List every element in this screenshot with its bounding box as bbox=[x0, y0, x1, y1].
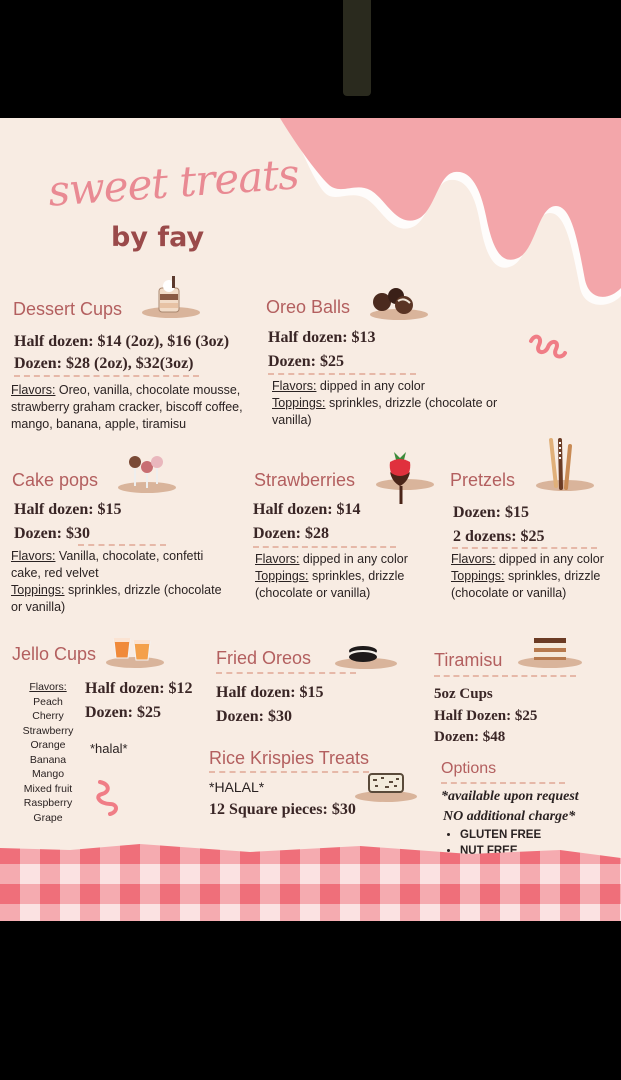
pretzels-title: Pretzels bbox=[450, 470, 516, 490]
strawberries-price-1: Half dozen: $14 bbox=[253, 501, 361, 518]
toppings-label: Toppings: bbox=[272, 396, 326, 410]
toppings-text: sprinkles, drizzle (chocolate or vanilla) bbox=[11, 583, 222, 614]
gingham-tablecloth bbox=[0, 844, 621, 921]
oreo-balls-details bbox=[272, 378, 512, 429]
rice-krispies-title: Rice Krispies Treats bbox=[209, 748, 370, 768]
toppings-text: sprinkles, drizzle (chocolate or vanilla) bbox=[255, 569, 405, 600]
fried-oreos-price-1: Half dozen: $15 bbox=[216, 684, 324, 701]
cake-pops-icon bbox=[125, 454, 169, 490]
options-divider bbox=[441, 782, 565, 784]
tiramisu-line-2: Half Dozen: $25 bbox=[434, 708, 538, 724]
oreo-balls-icon bbox=[372, 286, 416, 316]
top-black-bar bbox=[0, 0, 621, 118]
rice-krispies-halal: *HALAL* bbox=[209, 779, 265, 795]
oreo-balls-divider bbox=[268, 373, 416, 375]
toppings-label: Toppings: bbox=[255, 569, 309, 583]
dessert-cup-icon bbox=[155, 276, 183, 314]
dessert-cups-price-2: Dozen: $28 (2oz), $32(3oz) bbox=[14, 355, 194, 372]
jello-cups-title: Jello Cups bbox=[12, 644, 97, 664]
options-title: Options bbox=[441, 760, 497, 777]
cake-pops-price-2: Dozen: $30 bbox=[14, 525, 90, 542]
fried-oreos-title: Fried Oreos bbox=[216, 648, 312, 668]
jello-cups-icon bbox=[112, 636, 152, 662]
strawberries-price-2: Dozen: $28 bbox=[253, 525, 329, 542]
brand-subtitle: by fay bbox=[111, 222, 205, 253]
tiramisu-divider bbox=[434, 675, 576, 677]
jello-flavor-item: Cherry bbox=[32, 710, 64, 722]
strawberries-details bbox=[255, 551, 435, 602]
toppings-text: sprinkles, drizzle (chocolate or vanilla) bbox=[272, 396, 498, 427]
jello-halal-note: *halal* bbox=[90, 741, 128, 756]
options-note-2: NO additional charge* bbox=[443, 809, 576, 824]
flavors-label: Flavors: bbox=[255, 552, 300, 566]
pretzels-details bbox=[451, 551, 611, 602]
pretzel-rods-icon bbox=[543, 436, 577, 492]
cake-pops-title: Cake pops bbox=[12, 470, 99, 490]
pink-drip-decoration bbox=[280, 118, 621, 318]
jello-flavors-label: Flavors: bbox=[29, 681, 67, 693]
flavors-label: Flavors: bbox=[11, 383, 56, 397]
tiramisu-line-3: Dozen: $48 bbox=[434, 729, 506, 745]
jello-cups-price-1: Half dozen: $12 bbox=[85, 680, 193, 697]
brand-script-title: sweet treats bbox=[46, 149, 301, 216]
jello-flavor-item: Banana bbox=[29, 753, 67, 766]
cake-pops-divider bbox=[78, 544, 166, 546]
flavors-text: Vanilla, chocolate, confetti cake, red velvet bbox=[11, 549, 204, 580]
toppings-label: Toppings: bbox=[451, 569, 505, 583]
rice-krispies-price: 12 Square pieces: $30 bbox=[209, 801, 356, 818]
strawberries-divider bbox=[253, 546, 396, 548]
flavors-text: dipped in any color bbox=[495, 552, 604, 566]
oreo-balls-price-1: Half dozen: $13 bbox=[268, 329, 376, 346]
dessert-cups-price-1: Half dozen: $14 (2oz), $16 (3oz) bbox=[14, 333, 230, 350]
pretzels-price-2: 2 dozens: $25 bbox=[453, 528, 545, 545]
menu-card bbox=[0, 118, 621, 921]
jello-flavors-list bbox=[14, 680, 82, 825]
top-tab bbox=[343, 0, 371, 96]
strawberry-icon bbox=[384, 448, 416, 508]
pink-squiggle-icon bbox=[527, 331, 569, 361]
flavors-label: Flavors: bbox=[11, 549, 56, 563]
cake-pops-price-1: Half dozen: $15 bbox=[14, 501, 122, 518]
pretzels-price-1: Dozen: $15 bbox=[453, 504, 529, 521]
oreo-cookie-icon bbox=[346, 644, 380, 664]
fried-oreos-divider-top bbox=[216, 672, 356, 674]
rice-krispies-icon bbox=[367, 770, 405, 796]
tiramisu-icon bbox=[531, 634, 569, 664]
dessert-cups-flavors bbox=[11, 382, 243, 433]
option-nut-free: • NUT FREE bbox=[460, 843, 541, 859]
option-gluten-free: • GLUTEN FREE bbox=[460, 827, 541, 843]
jello-flavor-item: Orange bbox=[30, 739, 66, 751]
cake-pops-details bbox=[11, 548, 231, 616]
toppings-text: sprinkles, drizzle (chocolate or vanilla) bbox=[451, 569, 601, 600]
flavors-label: Flavors: bbox=[451, 552, 496, 566]
oreo-balls-title: Oreo Balls bbox=[266, 297, 351, 317]
pink-squiggle-icon bbox=[92, 778, 126, 818]
jello-flavor-item: Mango bbox=[31, 768, 65, 780]
flavors-text: dipped in any color bbox=[299, 552, 408, 566]
pretzels-divider bbox=[452, 547, 597, 549]
flavors-text: dipped in any color bbox=[316, 379, 425, 393]
strawberries-title: Strawberries bbox=[254, 470, 356, 490]
jello-flavor-item: Strawberry bbox=[22, 724, 74, 737]
fried-oreos-price-2: Dozen: $30 bbox=[216, 708, 292, 725]
jello-flavor-item: Raspberry bbox=[23, 797, 73, 809]
dessert-cups-title: Dessert Cups bbox=[13, 299, 123, 319]
toppings-label: Toppings: bbox=[11, 583, 65, 597]
jello-flavor-item: Peach bbox=[33, 695, 63, 708]
oreo-balls-price-2: Dozen: $25 bbox=[268, 353, 344, 370]
flavors-label: Flavors: bbox=[272, 379, 317, 393]
jello-flavor-item: Grape bbox=[33, 811, 63, 824]
tiramisu-title: Tiramisu bbox=[434, 650, 503, 670]
tiramisu-line-1: 5oz Cups bbox=[434, 686, 493, 702]
rice-krispies-divider bbox=[209, 771, 369, 773]
jello-flavor-item: Mixed fruit bbox=[23, 782, 73, 795]
options-note-1: *available upon request bbox=[441, 789, 579, 804]
flavors-text: Oreo, vanilla, chocolate mousse, strawberry graham cracker, biscoff coffee, mango, banana, apple, tiramisu bbox=[11, 383, 243, 431]
dessert-cups-divider bbox=[14, 375, 199, 377]
jello-cups-price-2: Dozen: $25 bbox=[85, 704, 161, 721]
